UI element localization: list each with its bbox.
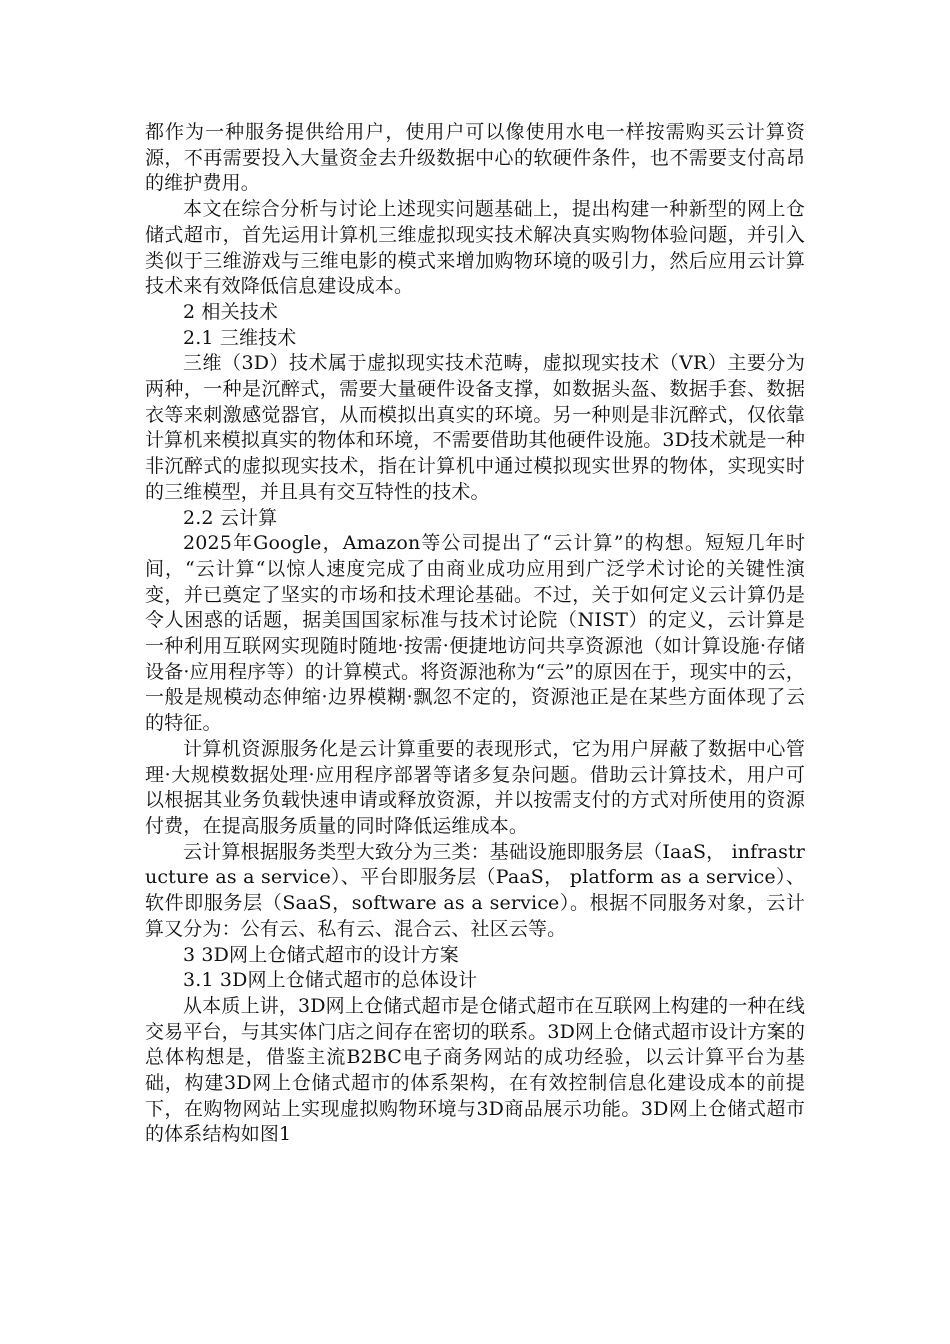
paragraph-3d-technology: 三维（3D）技术属于虚拟现实技术范畴，虚拟现实技术（VR）主要分为两种，一种是沉醉式，需要大量硬件设备支撑，如数据头盔、数据手套、数据衣等来刺激感觉器官，从而模拟出真实的环境。另一种则是非沉醉式，仅依靠计算机来模拟真实的物体和环境，不需要借助其他硬件设施。3D技术就是一种非沉醉式的虚拟现实技术，指在计算机中通过模拟现实世界的物体，实现实时的三维模型，并且具有交互特性的技术。 — [145, 352, 805, 503]
paragraph-cloud-services: 计算机资源服务化是云计算重要的表现形式，它为用户屏蔽了数据中心管理·大规模数据处理·应用程序部署等诸多复杂问题。借助云计算技术，用户可以根据其业务负载快速申请或释放资源，并以按需支付的方式对所使用的资源付费，在提高服务质量的同时降低运维成本。 — [145, 737, 805, 837]
paragraph-continuation: 都作为一种服务提供给用户，使用户可以像使用水电一样按需购买云计算资源，不再需要投入大量资金去升级数据中心的软硬件条件，也不需要支付高昂的维护费用。 — [145, 121, 805, 195]
paragraph-cloud-types: 云计算根据服务类型大致分为三类：基础设施即服务层（IaaS， infrastructure as a service）、平台即服务层（PaaS， platform as a service）、软件即服务层（SaaS，software as a service）。根据不同服务对象，云计算又分为：公有云、私有云、混合云、社区云等。 — [145, 840, 805, 940]
subsection-heading-2-1: 2.1 三维技术 — [183, 326, 297, 349]
section-heading-3: 3 3D网上仓储式超市的设计方案 — [183, 943, 459, 966]
paragraph-cloud-definition: 2025年Google，Amazon等公司提出了“云计算”的构想。短短几年时间，“云计算“以惊人速度完成了由商业成功应用到广泛学术讨论的关键性演变，并已奠定了坚实的市场和技术理论基础。不过，关于如何定义云计算仍是令人困惑的话题，据美国国家标准与技术讨论院（NIST）的定义，云计算是一种利用互联网实现随时随地·按需·便捷地访问共享资源池（如计算设施·存储设备·应用程序等）的计算模式。将资源池称为“云”的原因在于，现实中的云，一般是规模动态伸缩·边界模糊·飘忽不定的，资源池正是在某些方面体现了云的特征。 — [145, 532, 805, 735]
section-heading-2: 2 相关技术 — [183, 300, 279, 323]
subsection-heading-2-2: 2.2 云计算 — [183, 506, 278, 529]
subsection-heading-3-1: 3.1 3D网上仓储式超市的总体设计 — [183, 969, 478, 992]
document-body — [145, 120, 805, 1148]
paragraph-intro-proposal: 本文在综合分析与讨论上述现实问题基础上，提出构建一种新型的网上仓储式超市，首先运用计算机三维虚拟现实技术解决真实购物体验问题，并引入类似于三维游戏与三维电影的模式来增加购物环境的吸引力，然后应用云计算技术来有效降低信息建设成本。 — [145, 198, 805, 298]
paragraph-overall-design: 从本质上讲，3D网上仓储式超市是仓储式超市在互联网上构建的一种在线交易平台，与其实体门店之间存在密切的联系。3D网上仓储式超市设计方案的总体构想是，借鉴主流B2BC电子商务网站的成功经验，以云计算平台为基础，构建3D网上仓储式超市的体系架构，在有效控制信息化建设成本的前提下，在购物网站上实现虚拟购物环境与3D商品展示功能。3D网上仓储式超市的体系结构如图1 — [145, 994, 805, 1146]
